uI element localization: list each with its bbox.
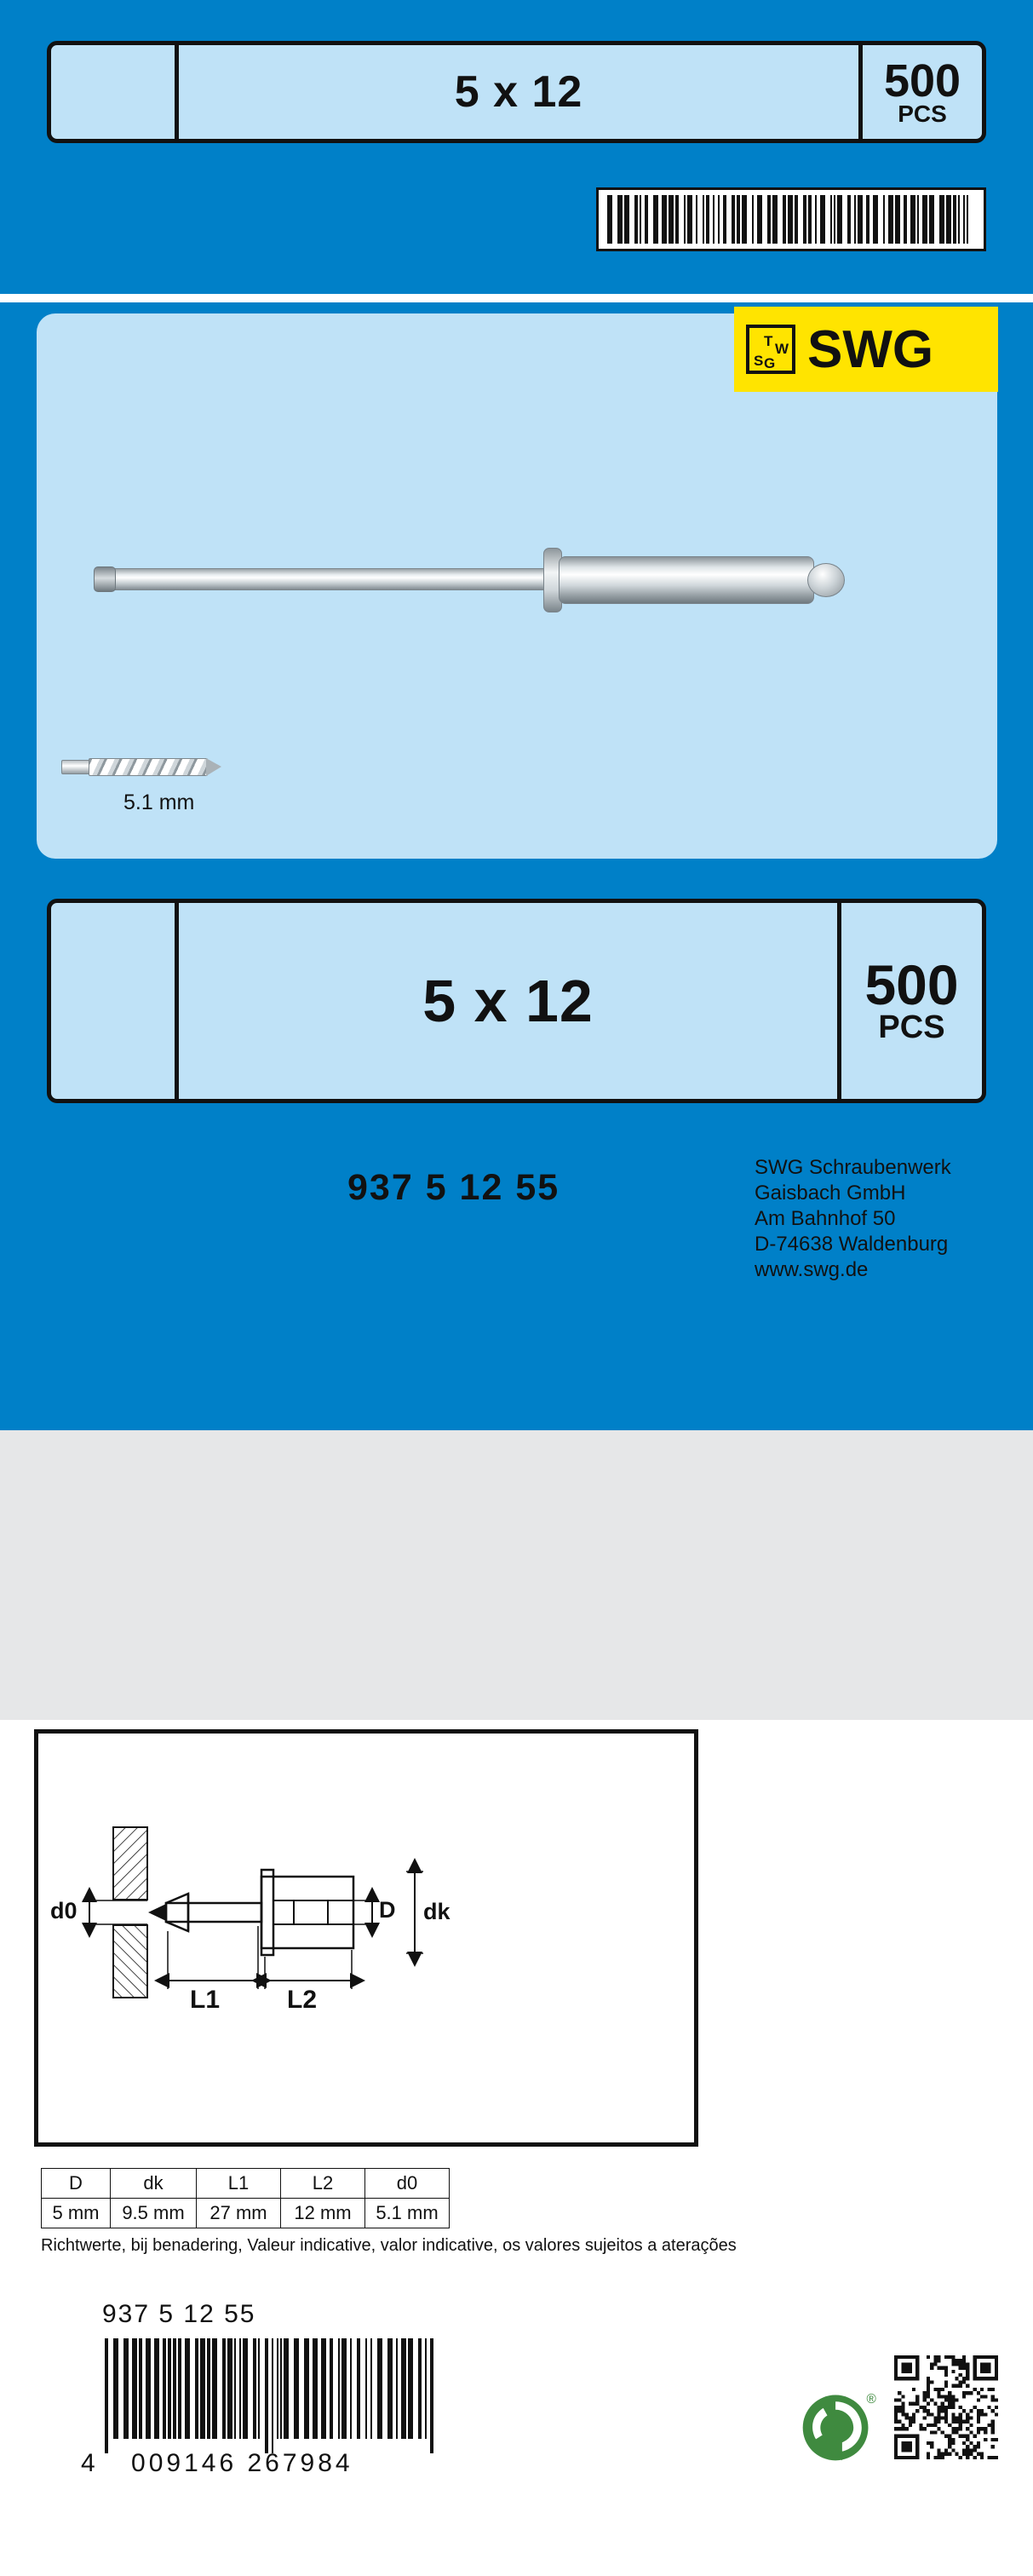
top-pcs-cell <box>858 45 982 139</box>
top-size-value: 5 x 12 <box>454 67 583 117</box>
specification-table <box>41 2168 450 2228</box>
top-barcode <box>596 187 986 251</box>
swg-mark-letter-g: G <box>764 355 776 371</box>
top-size-label-box <box>47 41 986 143</box>
svg-text:®: ® <box>866 2392 876 2407</box>
top-pcs-count: 500 <box>883 55 961 106</box>
company-city: D-74638 Waldenburg <box>755 1233 949 1256</box>
swg-logo-text: SWG <box>807 319 934 379</box>
table-row <box>42 2199 450 2228</box>
main-size-label-box <box>47 899 986 1103</box>
td-D: 5 mm <box>42 2199 111 2228</box>
specification-note: Richtwerte, bij benadering, Valeur indicative, valor indicative, os valores sujeitos a aterações <box>41 2236 737 2255</box>
rivet-mandrel <box>94 568 554 590</box>
top-pcs-word: PCS <box>898 101 947 127</box>
ean-leading-digit: 4 <box>81 2449 99 2477</box>
drill-flute <box>89 758 208 776</box>
drill-tip <box>206 758 221 776</box>
td-L1: 27 mm <box>197 2199 281 2228</box>
header-divider <box>0 294 1033 302</box>
main-label-left-cell <box>51 903 179 1099</box>
drill-bit-icon <box>61 754 257 779</box>
th-D: D <box>42 2169 111 2199</box>
ean-barcode-bars <box>105 2338 439 2453</box>
svg-text:L1: L1 <box>190 1986 221 2014</box>
ean-digit-group: 009146 267984 <box>131 2449 353 2477</box>
bottom-article-number: 937 5 12 55 <box>102 2300 256 2328</box>
th-dk: dk <box>111 2169 197 2199</box>
rivet-head <box>807 563 845 597</box>
company-website: www.swg.de <box>755 1258 869 1281</box>
blind-rivet-illustration <box>94 532 911 626</box>
svg-text:D: D <box>379 1897 396 1923</box>
svg-text:d0: d0 <box>50 1898 77 1923</box>
company-street: Am Bahnhof 50 <box>755 1207 896 1230</box>
qr-code[interactable] <box>894 2355 998 2459</box>
top-label-left-cell <box>51 45 179 139</box>
recycling-icon <box>796 2385 878 2467</box>
article-number: 937 5 12 55 <box>347 1167 560 1208</box>
technical-drawing-svg <box>38 1734 694 2142</box>
rivet-mandrel-tip <box>94 566 116 592</box>
td-L2: 12 mm <box>281 2199 365 2228</box>
th-L2: L2 <box>281 2169 365 2199</box>
td-dk: 9.5 mm <box>111 2199 197 2228</box>
grey-separator-band <box>0 1430 1033 1720</box>
company-name-line2: Gaisbach GmbH <box>755 1182 906 1205</box>
main-pcs-cell <box>837 903 982 1099</box>
swg-mark-icon <box>746 325 795 374</box>
rivet-body <box>559 556 814 604</box>
svg-text:L2: L2 <box>287 1986 318 2014</box>
main-pcs-count: 500 <box>864 953 959 1016</box>
drill-shank <box>61 760 90 774</box>
swg-mark-letter-s: S <box>754 353 764 369</box>
company-name-line1: SWG Schraubenwerk <box>755 1156 951 1179</box>
swg-mark-letter-t: T <box>764 333 773 349</box>
swg-logo <box>734 307 998 392</box>
swg-mark-letter-w: W <box>775 341 789 357</box>
ean-barcode-digits <box>81 2449 439 2478</box>
ean-barcode <box>81 2338 439 2479</box>
technical-drawing-box <box>34 1729 698 2147</box>
th-L1: L1 <box>197 2169 281 2199</box>
td-d0: 5.1 mm <box>365 2199 450 2228</box>
table-header-row <box>42 2169 450 2199</box>
th-d0: d0 <box>365 2169 450 2199</box>
drill-size-label: 5.1 mm <box>123 791 195 814</box>
company-address <box>755 1155 951 1283</box>
main-pcs-word: PCS <box>878 1009 945 1045</box>
main-size-value: 5 x 12 <box>422 968 594 1034</box>
svg-text:dk: dk <box>423 1899 451 1924</box>
